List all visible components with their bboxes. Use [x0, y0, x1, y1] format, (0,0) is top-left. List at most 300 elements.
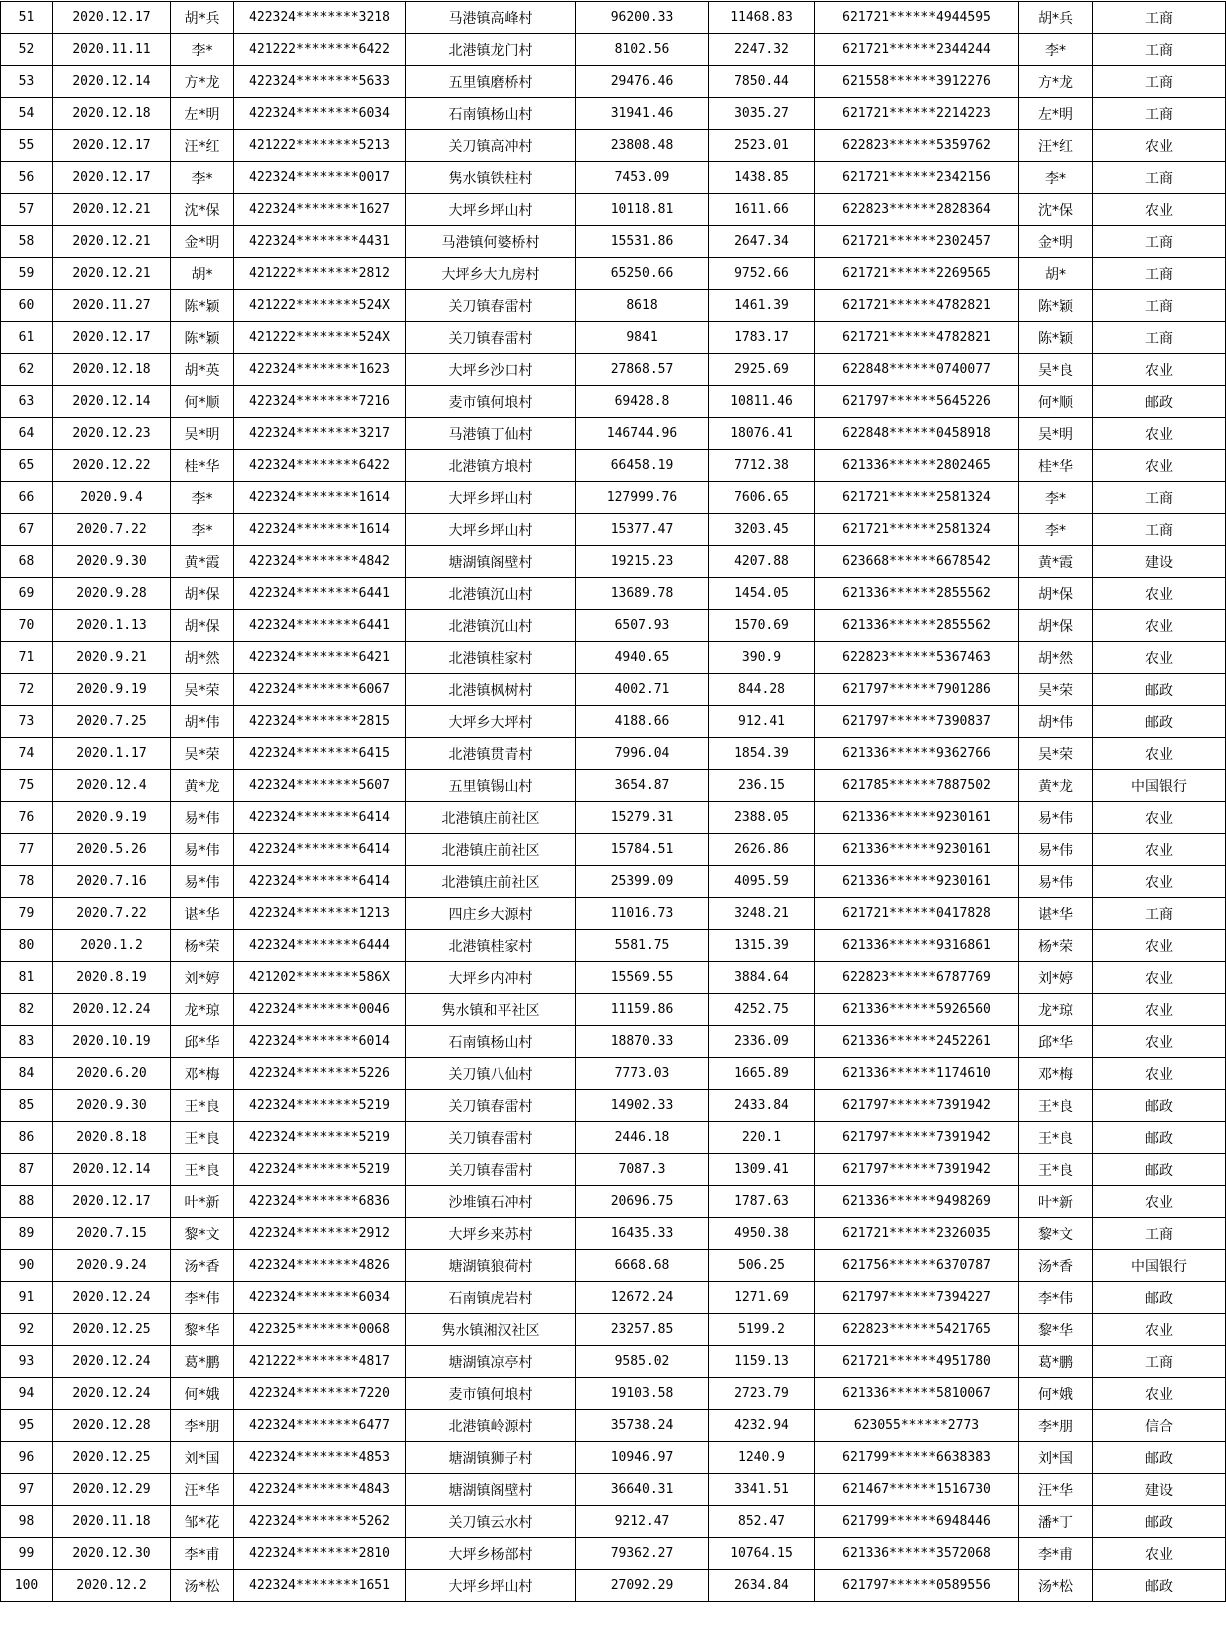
date-cell: 2020.8.19 [53, 962, 171, 994]
id-number-cell: 422324********2912 [234, 1218, 406, 1250]
bank-cell: 农业 [1093, 1538, 1226, 1570]
subsidy-cell: 844.28 [709, 674, 815, 706]
row-number-cell: 89 [1, 1218, 53, 1250]
table-row [1, 770, 1226, 802]
subsidy-cell: 3035.27 [709, 98, 815, 130]
amount-cell: 7996.04 [576, 738, 709, 770]
table-row [1, 194, 1226, 226]
account-number-cell: 621336******2855562 [815, 610, 1019, 642]
name-cell: 李* [171, 162, 234, 194]
subsidy-cell: 4950.38 [709, 1218, 815, 1250]
account-number-cell: 621721******2269565 [815, 258, 1019, 290]
row-number-cell: 88 [1, 1186, 53, 1218]
table-row [1, 1346, 1226, 1378]
date-cell: 2020.12.21 [53, 194, 171, 226]
table-row [1, 1442, 1226, 1474]
account-number-cell: 621336******2855562 [815, 578, 1019, 610]
name-cell: 葛*鹏 [171, 1346, 234, 1378]
table-row [1, 898, 1226, 930]
village-cell: 大坪乡杨部村 [406, 1538, 576, 1570]
bank-cell: 农业 [1093, 1026, 1226, 1058]
id-number-cell: 421222********5213 [234, 130, 406, 162]
date-cell: 2020.12.24 [53, 1282, 171, 1314]
date-cell: 2020.7.22 [53, 898, 171, 930]
account-holder-cell: 王*良 [1019, 1090, 1093, 1122]
date-cell: 2020.12.2 [53, 1570, 171, 1602]
account-number-cell: 622848******0740077 [815, 354, 1019, 386]
name-cell: 胡*英 [171, 354, 234, 386]
account-holder-cell: 方*龙 [1019, 66, 1093, 98]
row-number-cell: 67 [1, 514, 53, 546]
account-number-cell: 623055******2773 [815, 1410, 1019, 1442]
table-row [1, 994, 1226, 1026]
id-number-cell: 422324********6014 [234, 1026, 406, 1058]
account-holder-cell: 叶*新 [1019, 1186, 1093, 1218]
amount-cell: 4940.65 [576, 642, 709, 674]
bank-cell: 信合 [1093, 1410, 1226, 1442]
table-row [1, 514, 1226, 546]
bank-cell: 建设 [1093, 1474, 1226, 1506]
date-cell: 2020.8.18 [53, 1122, 171, 1154]
table-row [1, 1058, 1226, 1090]
village-cell: 塘湖镇凉亭村 [406, 1346, 576, 1378]
row-number-cell: 69 [1, 578, 53, 610]
row-number-cell: 65 [1, 450, 53, 482]
row-number-cell: 52 [1, 34, 53, 66]
bank-cell: 农业 [1093, 418, 1226, 450]
bank-cell: 农业 [1093, 1378, 1226, 1410]
date-cell: 2020.1.17 [53, 738, 171, 770]
id-number-cell: 422324********1627 [234, 194, 406, 226]
subsidy-cell: 4232.94 [709, 1410, 815, 1442]
village-cell: 大坪乡内冲村 [406, 962, 576, 994]
subsidy-cell: 390.9 [709, 642, 815, 674]
account-number-cell: 621721******2581324 [815, 514, 1019, 546]
amount-cell: 10118.81 [576, 194, 709, 226]
village-cell: 隽水镇铁柱村 [406, 162, 576, 194]
account-holder-cell: 葛*鹏 [1019, 1346, 1093, 1378]
account-number-cell: 621785******7887502 [815, 770, 1019, 802]
bank-cell: 工商 [1093, 482, 1226, 514]
account-holder-cell: 何*顺 [1019, 386, 1093, 418]
row-number-cell: 68 [1, 546, 53, 578]
account-holder-cell: 汪*华 [1019, 1474, 1093, 1506]
name-cell: 吴*荣 [171, 738, 234, 770]
name-cell: 刘*婷 [171, 962, 234, 994]
account-holder-cell: 吴*明 [1019, 418, 1093, 450]
account-number-cell: 621797******7901286 [815, 674, 1019, 706]
village-cell: 石南镇杨山村 [406, 98, 576, 130]
village-cell: 北港镇贯青村 [406, 738, 576, 770]
amount-cell: 4188.66 [576, 706, 709, 738]
village-cell: 北港镇方埌村 [406, 450, 576, 482]
account-holder-cell: 易*伟 [1019, 866, 1093, 898]
amount-cell: 19215.23 [576, 546, 709, 578]
table-row [1, 1122, 1226, 1154]
date-cell: 2020.12.17 [53, 162, 171, 194]
row-number-cell: 64 [1, 418, 53, 450]
account-number-cell: 623668******6678542 [815, 546, 1019, 578]
amount-cell: 9585.02 [576, 1346, 709, 1378]
account-number-cell: 621756******6370787 [815, 1250, 1019, 1282]
name-cell: 黄*龙 [171, 770, 234, 802]
id-number-cell: 422324********4843 [234, 1474, 406, 1506]
bank-cell: 邮政 [1093, 1282, 1226, 1314]
bank-cell: 农业 [1093, 994, 1226, 1026]
date-cell: 2020.6.20 [53, 1058, 171, 1090]
row-number-cell: 54 [1, 98, 53, 130]
bank-cell: 农业 [1093, 354, 1226, 386]
row-number-cell: 71 [1, 642, 53, 674]
village-cell: 关刀镇春雷村 [406, 1122, 576, 1154]
village-cell: 隽水镇湘汉社区 [406, 1314, 576, 1346]
table-row [1, 418, 1226, 450]
account-holder-cell: 李* [1019, 482, 1093, 514]
account-number-cell: 621336******9316861 [815, 930, 1019, 962]
subsidy-cell: 220.1 [709, 1122, 815, 1154]
row-number-cell: 80 [1, 930, 53, 962]
id-number-cell: 422324********2810 [234, 1538, 406, 1570]
table-row [1, 34, 1226, 66]
name-cell: 杨*荣 [171, 930, 234, 962]
village-cell: 大坪乡沙口村 [406, 354, 576, 386]
subsidy-cell: 2433.84 [709, 1090, 815, 1122]
row-number-cell: 51 [1, 2, 53, 34]
account-holder-cell: 潘*丁 [1019, 1506, 1093, 1538]
amount-cell: 10946.97 [576, 1442, 709, 1474]
id-number-cell: 422324********5226 [234, 1058, 406, 1090]
subsidy-cell: 1611.66 [709, 194, 815, 226]
subsidy-cell: 1787.63 [709, 1186, 815, 1218]
village-cell: 麦市镇何埌村 [406, 1378, 576, 1410]
account-number-cell: 621721******2326035 [815, 1218, 1019, 1250]
id-number-cell: 422325********0068 [234, 1314, 406, 1346]
date-cell: 2020.12.29 [53, 1474, 171, 1506]
row-number-cell: 100 [1, 1570, 53, 1602]
amount-cell: 7453.09 [576, 162, 709, 194]
bank-cell: 农业 [1093, 450, 1226, 482]
account-number-cell: 621797******7390837 [815, 706, 1019, 738]
row-number-cell: 91 [1, 1282, 53, 1314]
account-holder-cell: 黄*龙 [1019, 770, 1093, 802]
account-holder-cell: 桂*华 [1019, 450, 1093, 482]
account-number-cell: 621797******7391942 [815, 1090, 1019, 1122]
account-holder-cell: 吴*良 [1019, 354, 1093, 386]
account-number-cell: 621721******2214223 [815, 98, 1019, 130]
row-number-cell: 78 [1, 866, 53, 898]
village-cell: 北港镇庄前社区 [406, 866, 576, 898]
subsidy-cell: 2523.01 [709, 130, 815, 162]
amount-cell: 11159.86 [576, 994, 709, 1026]
bank-cell: 工商 [1093, 322, 1226, 354]
id-number-cell: 422324********6441 [234, 578, 406, 610]
name-cell: 易*伟 [171, 802, 234, 834]
account-number-cell: 621721******2302457 [815, 226, 1019, 258]
subsidy-cell: 1159.13 [709, 1346, 815, 1378]
account-holder-cell: 谌*华 [1019, 898, 1093, 930]
account-number-cell: 621336******9498269 [815, 1186, 1019, 1218]
bank-cell: 工商 [1093, 1346, 1226, 1378]
amount-cell: 18870.33 [576, 1026, 709, 1058]
account-holder-cell: 王*良 [1019, 1122, 1093, 1154]
amount-cell: 35738.24 [576, 1410, 709, 1442]
row-number-cell: 56 [1, 162, 53, 194]
bank-cell: 工商 [1093, 2, 1226, 34]
village-cell: 塘湖镇阁壁村 [406, 546, 576, 578]
name-cell: 黄*霞 [171, 546, 234, 578]
row-number-cell: 76 [1, 802, 53, 834]
name-cell: 胡*伟 [171, 706, 234, 738]
account-holder-cell: 邱*华 [1019, 1026, 1093, 1058]
row-number-cell: 96 [1, 1442, 53, 1474]
table-row [1, 866, 1226, 898]
row-number-cell: 92 [1, 1314, 53, 1346]
name-cell: 汤*松 [171, 1570, 234, 1602]
subsidy-cell: 1665.89 [709, 1058, 815, 1090]
id-number-cell: 422324********7220 [234, 1378, 406, 1410]
village-cell: 隽水镇和平社区 [406, 994, 576, 1026]
amount-cell: 127999.76 [576, 482, 709, 514]
id-number-cell: 422324********6422 [234, 450, 406, 482]
village-cell: 北港镇龙门村 [406, 34, 576, 66]
id-number-cell: 422324********6067 [234, 674, 406, 706]
account-holder-cell: 王*良 [1019, 1154, 1093, 1186]
table-row [1, 98, 1226, 130]
id-number-cell: 422324********6034 [234, 98, 406, 130]
name-cell: 龙*琼 [171, 994, 234, 1026]
account-number-cell: 621721******4951780 [815, 1346, 1019, 1378]
account-number-cell: 621721******4782821 [815, 290, 1019, 322]
amount-cell: 14902.33 [576, 1090, 709, 1122]
date-cell: 2020.9.21 [53, 642, 171, 674]
bank-cell: 工商 [1093, 98, 1226, 130]
account-holder-cell: 吴*荣 [1019, 738, 1093, 770]
amount-cell: 9841 [576, 322, 709, 354]
table-row [1, 1282, 1226, 1314]
amount-cell: 7773.03 [576, 1058, 709, 1090]
date-cell: 2020.9.19 [53, 674, 171, 706]
account-number-cell: 621721******2344244 [815, 34, 1019, 66]
id-number-cell: 422324********6421 [234, 642, 406, 674]
amount-cell: 79362.27 [576, 1538, 709, 1570]
amount-cell: 29476.46 [576, 66, 709, 98]
account-number-cell: 621336******5810067 [815, 1378, 1019, 1410]
amount-cell: 65250.66 [576, 258, 709, 290]
date-cell: 2020.12.28 [53, 1410, 171, 1442]
date-cell: 2020.12.25 [53, 1442, 171, 1474]
bank-cell: 邮政 [1093, 1154, 1226, 1186]
subsidy-cell: 1271.69 [709, 1282, 815, 1314]
subsidy-cell: 3203.45 [709, 514, 815, 546]
id-number-cell: 422324********1614 [234, 482, 406, 514]
row-number-cell: 87 [1, 1154, 53, 1186]
table-row [1, 834, 1226, 866]
amount-cell: 6668.68 [576, 1250, 709, 1282]
name-cell: 刘*国 [171, 1442, 234, 1474]
date-cell: 2020.5.26 [53, 834, 171, 866]
account-holder-cell: 李* [1019, 162, 1093, 194]
date-cell: 2020.1.2 [53, 930, 171, 962]
id-number-cell: 422324********7216 [234, 386, 406, 418]
account-holder-cell: 龙*琼 [1019, 994, 1093, 1026]
row-number-cell: 83 [1, 1026, 53, 1058]
subsidy-cell: 1783.17 [709, 322, 815, 354]
date-cell: 2020.12.17 [53, 2, 171, 34]
table-row [1, 578, 1226, 610]
name-cell: 何*娥 [171, 1378, 234, 1410]
account-holder-cell: 刘*婷 [1019, 962, 1093, 994]
date-cell: 2020.12.21 [53, 258, 171, 290]
subsidy-cell: 2925.69 [709, 354, 815, 386]
bank-cell: 中国银行 [1093, 1250, 1226, 1282]
village-cell: 塘湖镇阁壁村 [406, 1474, 576, 1506]
account-number-cell: 621336******9230161 [815, 834, 1019, 866]
name-cell: 李* [171, 482, 234, 514]
table-row [1, 162, 1226, 194]
amount-cell: 9212.47 [576, 1506, 709, 1538]
row-number-cell: 73 [1, 706, 53, 738]
account-number-cell: 621797******7394227 [815, 1282, 1019, 1314]
id-number-cell: 421222********524X [234, 290, 406, 322]
row-number-cell: 90 [1, 1250, 53, 1282]
bank-cell: 农业 [1093, 834, 1226, 866]
row-number-cell: 62 [1, 354, 53, 386]
village-cell: 五里镇锡山村 [406, 770, 576, 802]
id-number-cell: 422324********6414 [234, 802, 406, 834]
date-cell: 2020.12.4 [53, 770, 171, 802]
amount-cell: 31941.46 [576, 98, 709, 130]
village-cell: 关刀镇春雷村 [406, 1090, 576, 1122]
account-number-cell: 622823******5421765 [815, 1314, 1019, 1346]
amount-cell: 23257.85 [576, 1314, 709, 1346]
subsidy-cell: 1570.69 [709, 610, 815, 642]
account-holder-cell: 陈*颖 [1019, 322, 1093, 354]
amount-cell: 23808.48 [576, 130, 709, 162]
subsidy-cell: 3884.64 [709, 962, 815, 994]
id-number-cell: 422324********4842 [234, 546, 406, 578]
table-row [1, 930, 1226, 962]
village-cell: 大坪乡坪山村 [406, 194, 576, 226]
date-cell: 2020.12.24 [53, 1378, 171, 1410]
subsidy-cell: 10764.15 [709, 1538, 815, 1570]
name-cell: 胡*然 [171, 642, 234, 674]
amount-cell: 7087.3 [576, 1154, 709, 1186]
name-cell: 沈*保 [171, 194, 234, 226]
row-number-cell: 72 [1, 674, 53, 706]
name-cell: 王*良 [171, 1122, 234, 1154]
name-cell: 胡*保 [171, 578, 234, 610]
account-holder-cell: 沈*保 [1019, 194, 1093, 226]
date-cell: 2020.12.17 [53, 130, 171, 162]
account-number-cell: 621721******2342156 [815, 162, 1019, 194]
account-number-cell: 621799******6948446 [815, 1506, 1019, 1538]
bank-cell: 邮政 [1093, 1570, 1226, 1602]
village-cell: 塘湖镇狮子村 [406, 1442, 576, 1474]
bank-cell: 农业 [1093, 194, 1226, 226]
subsidy-cell: 2626.86 [709, 834, 815, 866]
name-cell: 王*良 [171, 1154, 234, 1186]
amount-cell: 3654.87 [576, 770, 709, 802]
date-cell: 2020.12.25 [53, 1314, 171, 1346]
village-cell: 关刀镇八仙村 [406, 1058, 576, 1090]
id-number-cell: 422324********5262 [234, 1506, 406, 1538]
table-row [1, 1250, 1226, 1282]
name-cell: 吴*荣 [171, 674, 234, 706]
village-cell: 北港镇庄前社区 [406, 834, 576, 866]
bank-cell: 农业 [1093, 738, 1226, 770]
amount-cell: 8618 [576, 290, 709, 322]
bank-cell: 农业 [1093, 866, 1226, 898]
account-holder-cell: 易*伟 [1019, 802, 1093, 834]
subsidy-cell: 7712.38 [709, 450, 815, 482]
account-holder-cell: 黎*文 [1019, 1218, 1093, 1250]
subsidy-cell: 1461.39 [709, 290, 815, 322]
id-number-cell: 422324********1623 [234, 354, 406, 386]
account-holder-cell: 胡*兵 [1019, 2, 1093, 34]
table-row [1, 1410, 1226, 1442]
name-cell: 王*良 [171, 1090, 234, 1122]
account-holder-cell: 左*明 [1019, 98, 1093, 130]
account-holder-cell: 何*娥 [1019, 1378, 1093, 1410]
account-holder-cell: 李* [1019, 34, 1093, 66]
subsidy-cell: 7850.44 [709, 66, 815, 98]
table-row [1, 130, 1226, 162]
bank-cell: 邮政 [1093, 1506, 1226, 1538]
bank-cell: 邮政 [1093, 674, 1226, 706]
row-number-cell: 61 [1, 322, 53, 354]
table-row [1, 482, 1226, 514]
account-number-cell: 621799******6638383 [815, 1442, 1019, 1474]
table-row [1, 1538, 1226, 1570]
amount-cell: 2446.18 [576, 1122, 709, 1154]
name-cell: 黎*华 [171, 1314, 234, 1346]
id-number-cell: 422324********1614 [234, 514, 406, 546]
row-number-cell: 57 [1, 194, 53, 226]
amount-cell: 15279.31 [576, 802, 709, 834]
date-cell: 2020.12.24 [53, 1346, 171, 1378]
bank-cell: 农业 [1093, 610, 1226, 642]
village-cell: 关刀镇春雷村 [406, 290, 576, 322]
village-cell: 北港镇沉山村 [406, 578, 576, 610]
account-number-cell: 621797******7391942 [815, 1122, 1019, 1154]
id-number-cell: 422324********5219 [234, 1154, 406, 1186]
date-cell: 2020.7.25 [53, 706, 171, 738]
subsidy-cell: 1438.85 [709, 162, 815, 194]
row-number-cell: 79 [1, 898, 53, 930]
name-cell: 汪*华 [171, 1474, 234, 1506]
table-row [1, 450, 1226, 482]
subsidy-cell: 2247.32 [709, 34, 815, 66]
subsidy-cell: 4207.88 [709, 546, 815, 578]
row-number-cell: 99 [1, 1538, 53, 1570]
bank-cell: 工商 [1093, 258, 1226, 290]
id-number-cell: 422324********6414 [234, 866, 406, 898]
row-number-cell: 86 [1, 1122, 53, 1154]
date-cell: 2020.10.19 [53, 1026, 171, 1058]
row-number-cell: 94 [1, 1378, 53, 1410]
bank-cell: 工商 [1093, 34, 1226, 66]
village-cell: 关刀镇春雷村 [406, 322, 576, 354]
date-cell: 2020.12.18 [53, 354, 171, 386]
bank-cell: 邮政 [1093, 1122, 1226, 1154]
id-number-cell: 421222********524X [234, 322, 406, 354]
account-holder-cell: 杨*荣 [1019, 930, 1093, 962]
name-cell: 易*伟 [171, 866, 234, 898]
bank-cell: 工商 [1093, 290, 1226, 322]
date-cell: 2020.11.11 [53, 34, 171, 66]
account-number-cell: 621336******1174610 [815, 1058, 1019, 1090]
account-number-cell: 622848******0458918 [815, 418, 1019, 450]
